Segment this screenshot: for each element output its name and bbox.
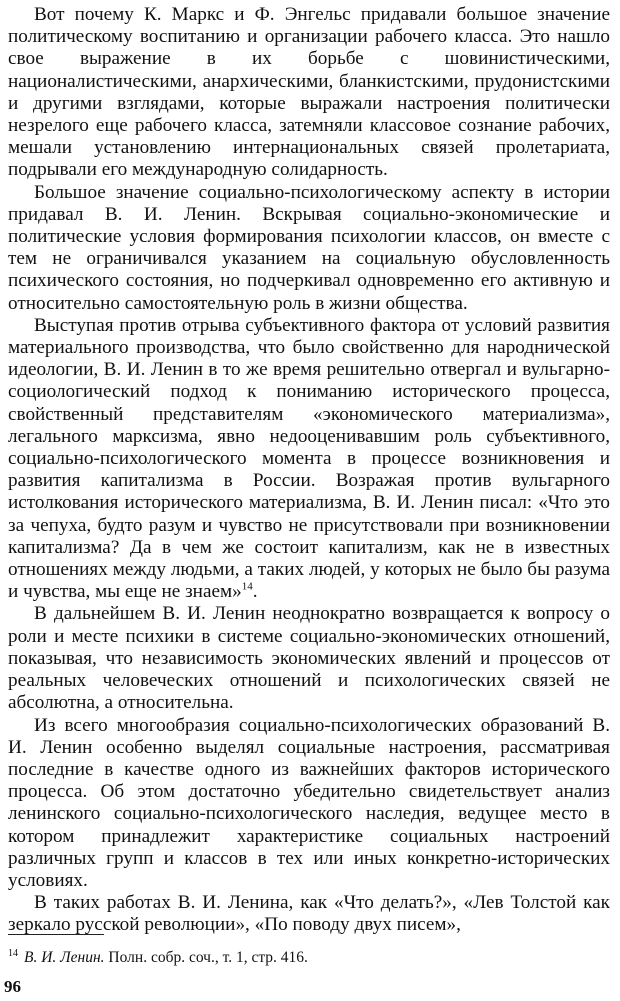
- footnote-number: 14: [8, 947, 18, 959]
- paragraph-4: В дальнейшем В. И. Ленин неоднократно возвращается к вопросу о роли и месте психики в системе социально-экономических отношений, показывая, что независимость экономических явлений и процессов от реальных человеческих отношений и психологических связей не абсолютна, а относительна.: [8, 603, 610, 714]
- paragraph-5: Из всего многообразия социально-психологических образований В. И. Ленин особенно выделял социальные настроения, рассматривая последние в качестве одного из важнейших факторов исторического процесса. Об этом достаточно убедительно свидетельствует анализ ленинского социально-психологического наследия, ведущее место в котором принадлежит характеристике социальных настроений различных групп и классов в тех или иных конкретно-исторических условиях.: [8, 714, 610, 891]
- paragraph-6: В таких работах В. И. Ленина, как «Что делать?», «Лев Толстой как зеркало русской революции», «По поводу двух писем»,: [8, 892, 610, 936]
- footnote-divider: [8, 934, 104, 935]
- paragraph-1: Вот почему К. Маркс и Ф. Энгельс придавали большое значение политическому воспитанию и организации рабочего класса. Это нашло свое выражение в их борьбе с шовинистическими, националистическими, анархическими, бланкистскими, прудонистскими и другими взглядами, которые выражали настроения политически незрелого еще рабочего класса, затемняли классовое сознание рабочих, мешали установлению интернациональных связей пролетариата, подрывали его международную солидарность.: [8, 4, 610, 181]
- page-number: 96: [4, 977, 21, 996]
- footnote-reference: 14: [241, 580, 253, 593]
- paragraph-3-text: Выступая против отрыва субъективного фактора от условий развития материального производства, что было свойственно для народнической идеологии, В. И. Ленин в то же время решительно отвергал и вульгарно-социологический подход к пониманию исторического процесса, свойственный представителям «экономического материализма», легального марксизма, явно недооценивавшим роль субъективного, социально-психологического момента в процессе возникновения и развития капитализма в России. Возражая против вульгарного истолкования исторического материализма, В. И. Ленин писал: «Что это за чепуха, будто разум и чувство не присутствовали при возникновении капитализма? Да в чем же состоит капитализм, как не в известных отношениях между людьми, а таких людей, у которых не было бы разума и чувства, мы еще не знаем»: [8, 314, 610, 603]
- footnote-citation: Полн. собр. соч., т. 1, стр. 416.: [108, 949, 308, 966]
- footnote: [8, 949, 308, 967]
- paragraph-2: Большое значение социально-психологическому аспекту в истории придавал В. И. Ленин. Вскрывая социально-экономические и политические условия формирования психологии классов, он вместе с тем не ограничивался указанием на социальную обусловленность психического состояния, но подчеркивал одновременно его активную и относительно самостоятельную роль в жизни общества.: [8, 181, 610, 314]
- main-text: [8, 4, 610, 937]
- paragraph-3: Выступая против отрыва субъективного фактора от условий развития материального производства, что было свойственно для народнической идеологии, В. И. Ленин в то же время решительно отвергал и вульгарно-социологический подход к пониманию исторического процесса, свойственный представителям «экономического материализма», легального марксизма, явно недооценивавшим роль субъективного, социально-психологического момента в процессе возникновения и развития капитализма в России. Возражая против вульгарного истолкования исторического материализма, В. И. Ленин писал: «Что это за чепуха, будто разум и чувство не присутствовали при возникновении капитализма? Да в чем же состоит капитализм, как не в известных отношениях между людьми, а таких людей, у которых не было бы разума и чувства, мы еще не знаем»$^{14}$.: [8, 314, 610, 603]
- footnote-author: В. И. Ленин.: [24, 949, 105, 966]
